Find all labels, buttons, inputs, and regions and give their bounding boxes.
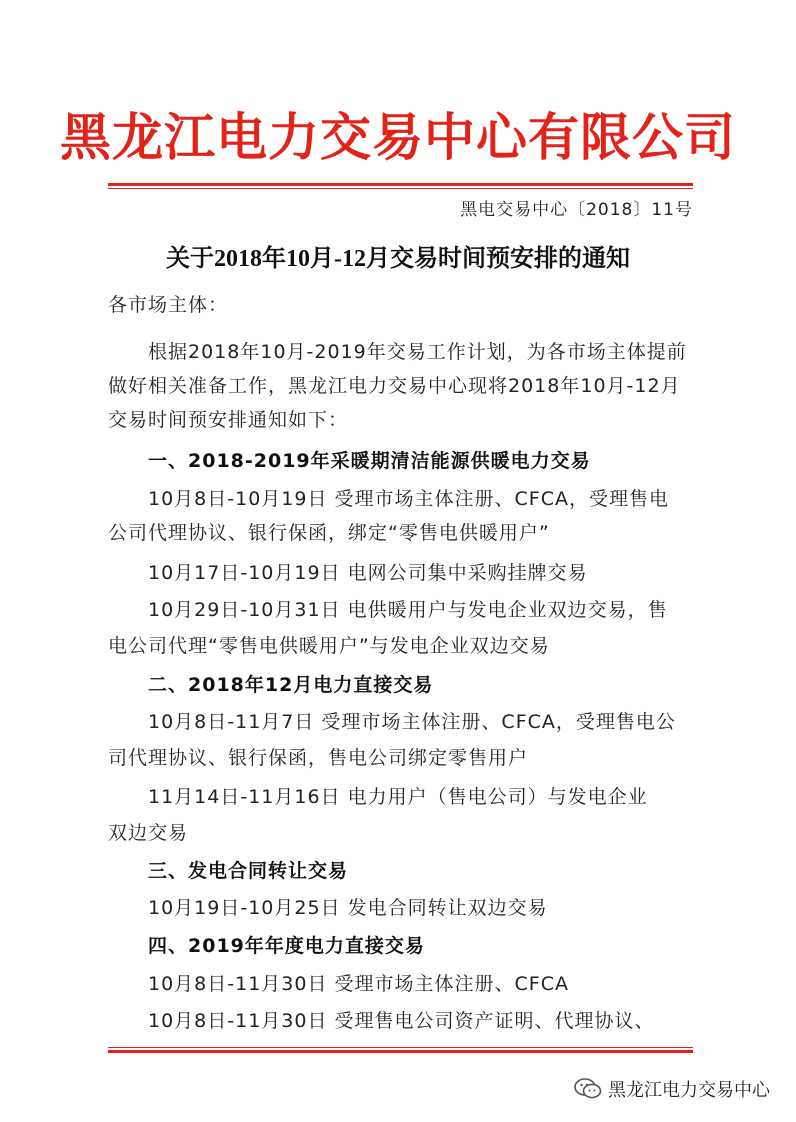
section-line: 公司代理协议、银行保函，绑定“零售电供暖用户” [108,522,550,544]
section-line: 10月19日-10月25日 发电合同转让双边交易 [148,897,548,919]
intro-line: 根据2018年10月-2019年交易工作计划，为各市场主体提前 [148,341,687,363]
org-title: 黑龙江电力交易中心有限公司 [59,108,736,168]
notice-title: 关于2018年10月-12月交易时间预安排的通知 [166,246,630,272]
salutation: 各市场主体： [108,294,229,316]
section-line: 司代理协议、银行保函，售电公司绑定零售用户 [108,747,529,769]
section-line: 10月8日-10月19日 受理市场主体注册、CFCA，受理售电 [148,488,669,510]
section-line: 10月8日-11月7日 受理市场主体注册、CFCA，受理售电公 [148,711,676,733]
section-heading: 三、发电合同转让交易 [148,860,349,882]
section-line: 11月14日-11月16日 电力用户（售电公司）与发电企业 [148,786,648,808]
section-line: 10月8日-11月30日 受理市场主体注册、CFCA [148,973,569,995]
section-line: 10月8日-11月30日 受理售电公司资产证明、代理协议、 [148,1010,655,1032]
section-line: 10月17日-10月19日 电网公司集中采购挂牌交易 [148,562,588,584]
footer-rule-thin [108,1047,693,1048]
section-heading: 二、2018年12月电力直接交易 [148,674,434,696]
header-rule-thick [108,183,693,186]
section-line: 双边交易 [108,822,189,844]
header-rule-thin [108,188,693,189]
section-line: 10月29日-10月31日 电供暖用户与发电企业双边交易，售 [148,599,668,621]
document-number: 黑电交易中心〔2018〕11号 [460,200,693,220]
section-line: 电公司代理“零售电供暖用户”与发电企业双边交易 [108,635,550,657]
section-heading: 一、2018-2019年采暖期清洁能源供暖电力交易 [148,450,591,472]
wechat-icon [574,1078,602,1100]
footer-rule-thick [108,1050,693,1053]
intro-line: 做好相关准备工作，黑龙江电力交易中心现将2018年10月-12月 [108,375,681,397]
intro-line: 交易时间预安排通知如下： [108,409,349,431]
wechat-watermark [574,1076,770,1102]
wechat-account-name: 黑龙江电力交易中心 [608,1080,770,1101]
section-heading: 四、2019年年度电力直接交易 [148,935,425,957]
